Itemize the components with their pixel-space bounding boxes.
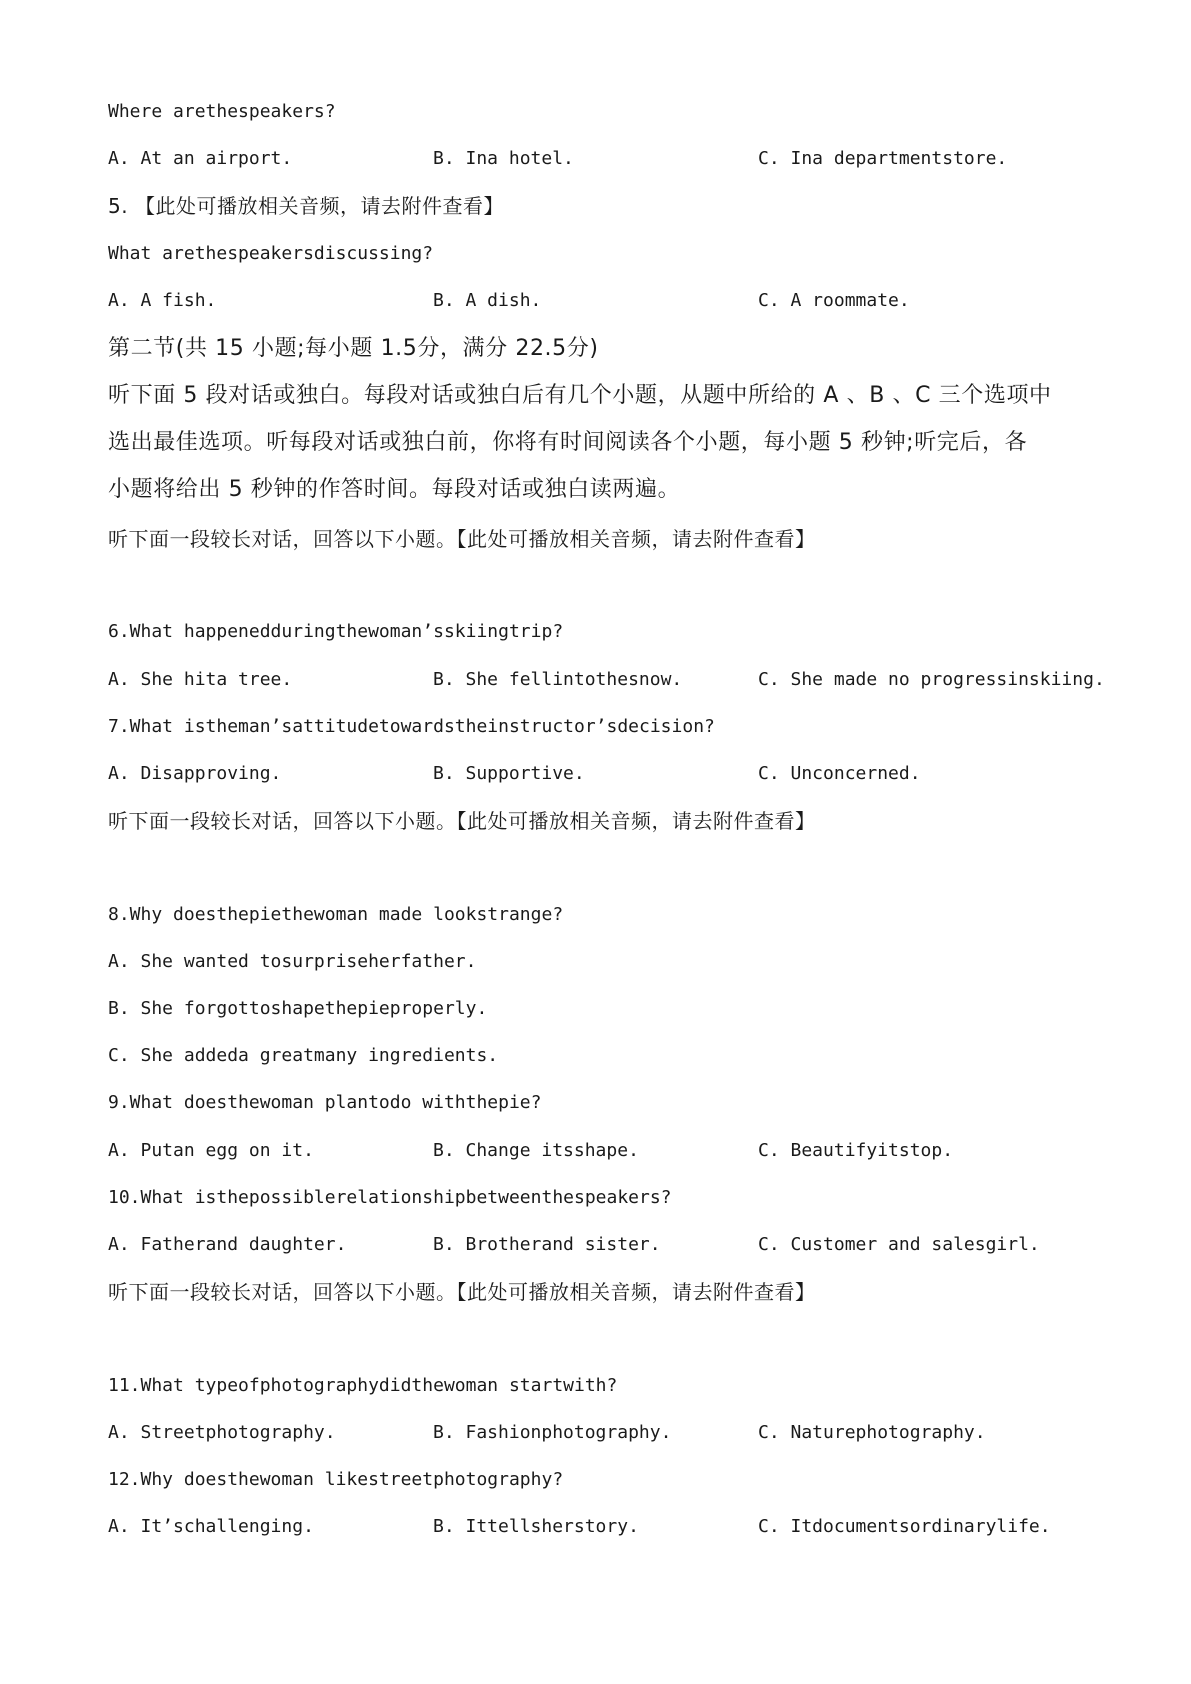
q10-option-a: A. Fatherand daughter. <box>108 1234 347 1255</box>
q10-option-b: B. Brotherand sister. <box>433 1234 661 1255</box>
q10-option-c: C. Customer and salesgirl. <box>758 1234 1040 1255</box>
q7-option-a: A. Disapproving. <box>108 763 282 784</box>
section2-instructions-line1: 听下面 5 段对话或独白。每段对话或独白后有几个小题，从题中所给的 A 、B 、C 三个选项中 <box>108 383 1052 408</box>
q12-option-a: A. It’schallenging. <box>108 1516 314 1537</box>
q6-option-c: C. She made no progressinskiing. <box>758 669 1105 690</box>
dialog1-intro: 听下面一段较长对话，回答以下小题。【此处可播放相关音频，请去附件查看】 <box>108 527 816 551</box>
q6-option-b: B. She fellintothesnow. <box>433 669 683 690</box>
q5-option-a: A. A fish. <box>108 290 217 311</box>
q8-option-a: A. She wanted tosurpriseherfather. <box>108 951 477 972</box>
dialog3-intro: 听下面一段较长对话，回答以下小题。【此处可播放相关音频，请去附件查看】 <box>108 1280 816 1304</box>
section2-heading: 第二节(共 15 小题;每小题 1.5分，满分 22.5分) <box>108 336 599 361</box>
q6-option-a: A. She hita tree. <box>108 669 293 690</box>
q4-question: Where arethespeakers? <box>108 101 336 122</box>
q11-option-c: C. Naturephotography. <box>758 1422 986 1443</box>
q4-option-a: A. At an airport. <box>108 148 293 169</box>
q7-option-b: B. Supportive. <box>433 763 585 784</box>
q5-option-b: B. A dish. <box>433 290 542 311</box>
section2-instructions-line3: 小题将给出 5 秒钟的作答时间。每段对话或独白读两遍。 <box>108 477 681 502</box>
q11-option-a: A. Streetphotography. <box>108 1422 336 1443</box>
q9-option-c: C. Beautifyitstop. <box>758 1140 954 1161</box>
q5-option-c: C. A roommate. <box>758 290 910 311</box>
q4-option-c: C. Ina departmentstore. <box>758 148 1008 169</box>
q9-option-a: A. Putan egg on it. <box>108 1140 314 1161</box>
q12-option-b: B. Ittellsherstory. <box>433 1516 639 1537</box>
q7-option-c: C. Unconcerned. <box>758 763 921 784</box>
q8-option-b: B. She forgottoshapethepieproperly. <box>108 998 488 1019</box>
q7-question: 7.What istheman’sattitudetowardstheinstructor’sdecision? <box>108 716 715 737</box>
q9-question: 9.What doesthewoman plantodo withthepie? <box>108 1092 542 1113</box>
q5-number-audio-note: 5. 【此处可播放相关音频，请去附件查看】 <box>108 194 504 218</box>
q10-question: 10.What isthepossiblerelationshipbetweenthespeakers? <box>108 1187 672 1208</box>
q12-question: 12.Why doesthewoman likestreetphotography? <box>108 1469 564 1490</box>
q4-option-b: B. Ina hotel. <box>433 148 574 169</box>
q5-question: What arethespeakersdiscussing? <box>108 243 434 264</box>
q11-question: 11.What typeofphotographydidthewoman startwith? <box>108 1375 618 1396</box>
q12-option-c: C. Itdocumentsordinarylife. <box>758 1516 1051 1537</box>
q6-question: 6.What happenedduringthewoman’sskiingtrip? <box>108 621 564 642</box>
q11-option-b: B. Fashionphotography. <box>433 1422 672 1443</box>
q8-question: 8.Why doesthepiethewoman made lookstrange? <box>108 904 564 925</box>
dialog2-intro: 听下面一段较长对话，回答以下小题。【此处可播放相关音频，请去附件查看】 <box>108 809 816 833</box>
q8-option-c: C. She addeda greatmany ingredients. <box>108 1045 499 1066</box>
section2-instructions-line2: 选出最佳选项。听每段对话或独白前，你将有时间阅读各个小题，每小题 5 秒钟;听完后，各 <box>108 430 1028 455</box>
q9-option-b: B. Change itsshape. <box>433 1140 639 1161</box>
